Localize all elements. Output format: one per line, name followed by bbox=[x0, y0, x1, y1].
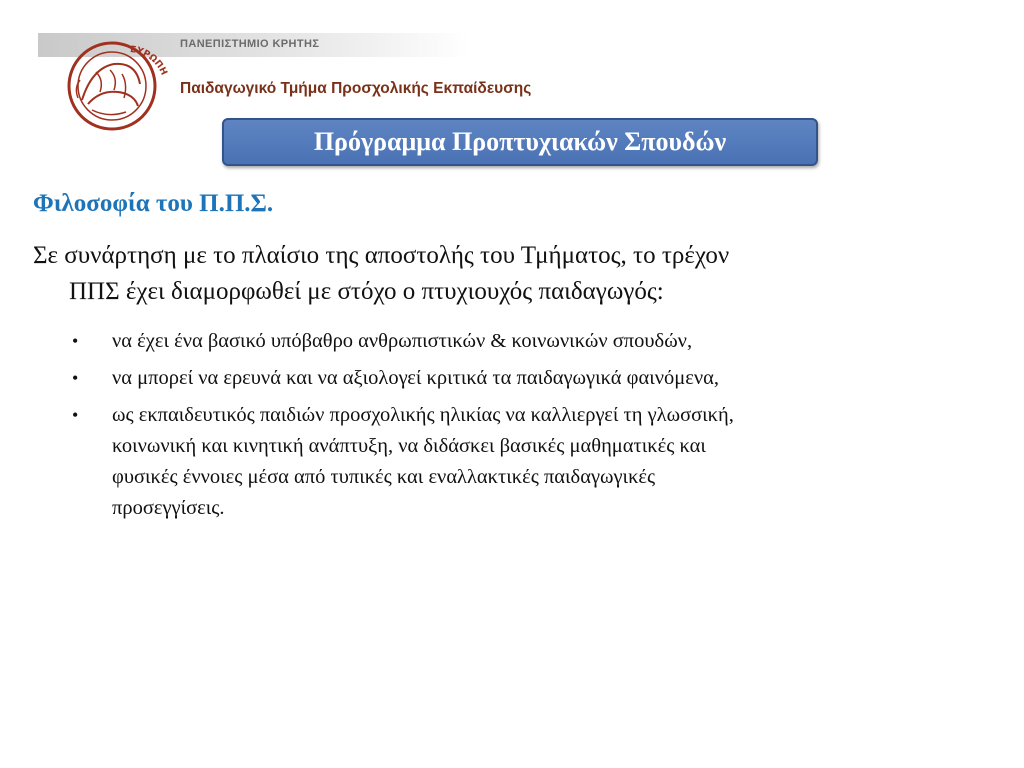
bullet-text-line: προσεγγίσεις. bbox=[112, 497, 225, 519]
bullet-text-line: να μπορεί να ερευνά και να αξιολογεί κριτικά τα παιδαγωγικά φαινόμενα, bbox=[112, 367, 719, 389]
seal-text: ΕΥΡΩΠΗ bbox=[129, 44, 169, 78]
bullet-text-line: φυσικές έννοιες μέσα από τυπικές και εναλλακτικές παιδαγωγικές bbox=[112, 466, 656, 488]
goal-bullet-item bbox=[72, 363, 992, 394]
program-title-box bbox=[222, 118, 818, 166]
intro-line: ΠΠΣ έχει διαμορφωθεί με στόχο ο πτυχιουχός παιδαγωγός: bbox=[69, 278, 664, 305]
section-heading: Φιλοσοφία του Π.Π.Σ. bbox=[33, 190, 274, 217]
bullet-text-line: ως εκπαιδευτικός παιδιών προσχολικής ηλικίας να καλλιεργεί τη γλωσσική, bbox=[112, 404, 734, 426]
department-name: Παιδαγωγικό Τμήμα Προσχολικής Εκπαίδευσης bbox=[180, 80, 532, 97]
university-name: ΠΑΝΕΠΙΣΤΗΜΙΟ ΚΡΗΤΗΣ bbox=[180, 38, 320, 50]
bullet-icon: • bbox=[72, 368, 79, 388]
university-seal-logo bbox=[52, 40, 172, 132]
bullet-text-line: κοινωνική και κινητική ανάπτυξη, να διδάσκει βασικές μαθηματικές και bbox=[112, 435, 706, 457]
bullet-icon: • bbox=[72, 405, 79, 425]
bullet-icon: • bbox=[72, 331, 79, 351]
intro-paragraph bbox=[33, 238, 993, 310]
goals-bullet-list bbox=[72, 326, 992, 530]
bullet-text-line: να έχει ένα βασικό υπόβαθρο ανθρωπιστικών & κοινωνικών σπουδών, bbox=[112, 330, 693, 352]
program-title: Πρόγραμμα Προπτυχιακών Σπουδών bbox=[313, 127, 727, 156]
goal-bullet-item bbox=[72, 326, 992, 357]
goal-bullet-item bbox=[72, 400, 992, 524]
intro-line: Σε συνάρτηση με το πλαίσιο της αποστολής του Τμήματος, το τρέχον bbox=[33, 242, 730, 269]
